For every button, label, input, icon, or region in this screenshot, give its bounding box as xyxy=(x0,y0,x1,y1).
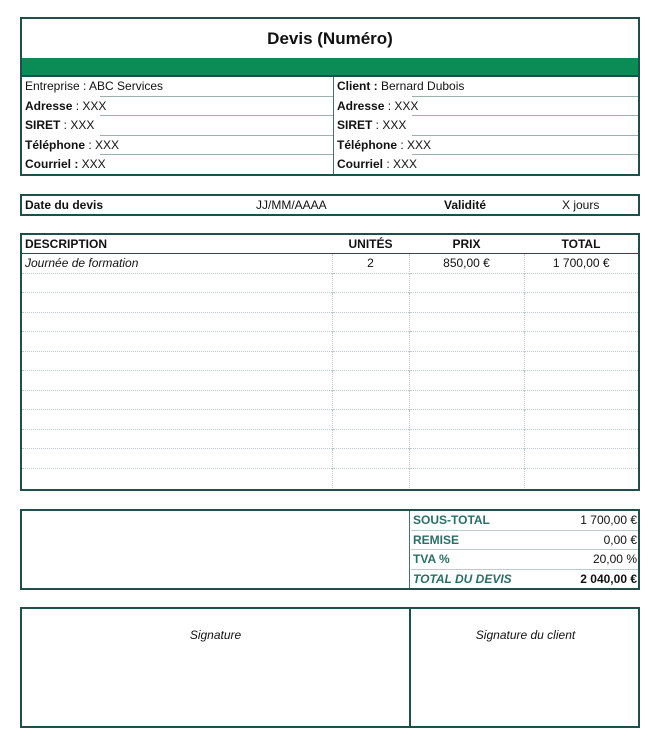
item-description xyxy=(22,312,332,332)
item-description: Journée de formation xyxy=(22,254,332,274)
item-price xyxy=(409,332,524,352)
company-address-row xyxy=(22,97,333,117)
item-price xyxy=(409,429,524,449)
company-address-value: : XXX xyxy=(72,98,107,113)
items-table xyxy=(22,235,638,488)
company-address-label: Adresse xyxy=(25,98,73,113)
subtotal-value: 1 700,00 € xyxy=(580,513,637,527)
header-description: DESCRIPTION xyxy=(22,235,332,254)
quote-title: Devis (Numéro) xyxy=(267,29,393,48)
client-siret-value: : XXX xyxy=(372,118,407,133)
items-header-row xyxy=(22,235,638,254)
discount-row xyxy=(411,531,638,551)
totals-box xyxy=(20,509,640,590)
item-total xyxy=(524,332,638,352)
grand-total-value: 2 040,00 € xyxy=(580,571,637,586)
table-row xyxy=(22,468,638,488)
item-price xyxy=(409,351,524,371)
client-siret-row xyxy=(334,116,638,136)
validity-value: X jours xyxy=(562,198,600,212)
vat-label: TVA % xyxy=(413,552,450,566)
item-price xyxy=(409,312,524,332)
parties-info xyxy=(20,75,640,176)
table-row xyxy=(22,449,638,469)
company-name-label: Entreprise : xyxy=(25,79,87,93)
item-price xyxy=(409,293,524,313)
company-email-value: XXX xyxy=(78,157,106,172)
company-info xyxy=(22,77,334,174)
table-row xyxy=(22,390,638,410)
header-total: TOTAL xyxy=(524,235,638,254)
signatures-box xyxy=(20,607,640,728)
item-units: 2 xyxy=(332,254,409,274)
item-units xyxy=(332,273,409,293)
table-row xyxy=(22,273,638,293)
item-description xyxy=(22,449,332,469)
item-units xyxy=(332,468,409,488)
item-units xyxy=(332,351,409,371)
item-price xyxy=(409,390,524,410)
client-name-value: Bernard Dubois xyxy=(377,79,465,93)
item-units xyxy=(332,449,409,469)
item-total xyxy=(524,371,638,391)
item-description xyxy=(22,371,332,391)
item-price xyxy=(409,449,524,469)
item-price xyxy=(409,468,524,488)
company-email-label: Courriel : xyxy=(25,157,79,172)
table-row xyxy=(22,312,638,332)
item-units xyxy=(332,390,409,410)
item-units xyxy=(332,410,409,430)
item-description xyxy=(22,429,332,449)
item-total xyxy=(524,293,638,313)
company-phone-row xyxy=(22,136,333,156)
company-name-row xyxy=(22,77,333,97)
items-table-box xyxy=(20,233,640,491)
item-total xyxy=(524,312,638,332)
table-row xyxy=(22,429,638,449)
company-signature-label: Signature xyxy=(189,628,242,642)
item-description xyxy=(22,293,332,313)
client-name-label: Client : xyxy=(337,79,378,93)
quote-header xyxy=(20,17,640,77)
company-siret-label: SIRET xyxy=(25,118,61,133)
date-value: JJ/MM/AAAA xyxy=(256,198,327,212)
item-total xyxy=(524,410,638,430)
client-name-row xyxy=(334,77,638,97)
item-price xyxy=(409,371,524,391)
item-description xyxy=(22,332,332,352)
client-address-row xyxy=(334,97,638,117)
table-row xyxy=(22,371,638,391)
item-price xyxy=(409,410,524,430)
header-units: UNITÉS xyxy=(332,235,409,254)
table-row xyxy=(22,293,638,313)
item-total xyxy=(524,390,638,410)
client-email-value: : XXX xyxy=(383,157,418,172)
item-units xyxy=(332,312,409,332)
company-siret-row xyxy=(22,116,333,136)
date-validity-row xyxy=(20,194,640,216)
company-email-row xyxy=(22,155,333,175)
subtotal-row xyxy=(411,511,638,531)
item-total xyxy=(524,351,638,371)
client-email-label: Courriel xyxy=(337,157,384,172)
table-row xyxy=(22,351,638,371)
item-total xyxy=(524,429,638,449)
item-total xyxy=(524,273,638,293)
item-units xyxy=(332,371,409,391)
item-price xyxy=(409,273,524,293)
client-phone-value: : XXX xyxy=(397,137,432,152)
client-address-label: Adresse xyxy=(337,98,385,113)
validity-label: Validité xyxy=(444,198,487,212)
item-units xyxy=(332,293,409,313)
client-address-value: : XXX xyxy=(384,98,419,113)
client-email-row xyxy=(334,155,638,175)
item-total xyxy=(524,449,638,469)
item-description xyxy=(22,273,332,293)
item-units xyxy=(332,332,409,352)
date-label: Date du devis xyxy=(25,198,104,212)
item-units xyxy=(332,429,409,449)
item-description xyxy=(22,351,332,371)
discount-label: REMISE xyxy=(413,532,460,547)
client-phone-label: Téléphone xyxy=(337,137,398,152)
item-total xyxy=(524,468,638,488)
subtotal-label: SOUS-TOTAL xyxy=(413,513,490,527)
item-description xyxy=(22,410,332,430)
table-row xyxy=(22,254,638,274)
client-phone-row xyxy=(334,136,638,156)
company-phone-value: : XXX xyxy=(85,137,120,152)
table-row xyxy=(22,410,638,430)
header-price: PRIX xyxy=(409,235,524,254)
item-description xyxy=(22,390,332,410)
client-signature-label: Signature du client xyxy=(475,628,576,642)
item-description xyxy=(22,468,332,488)
item-total: 1 700,00 € xyxy=(524,254,638,274)
company-siret-value: : XXX xyxy=(60,118,95,133)
company-phone-label: Téléphone xyxy=(25,137,86,152)
item-price: 850,00 € xyxy=(409,254,524,274)
vat-row xyxy=(411,550,638,570)
vat-value: 20,00 % xyxy=(592,552,637,566)
client-info xyxy=(334,77,638,174)
table-row xyxy=(22,332,638,352)
grand-total-row xyxy=(411,570,638,590)
company-name-value: ABC Services xyxy=(86,79,164,93)
discount-value: 0,00 € xyxy=(603,532,637,547)
client-siret-label: SIRET xyxy=(337,118,373,133)
grand-total-label: TOTAL DU DEVIS xyxy=(413,571,512,586)
